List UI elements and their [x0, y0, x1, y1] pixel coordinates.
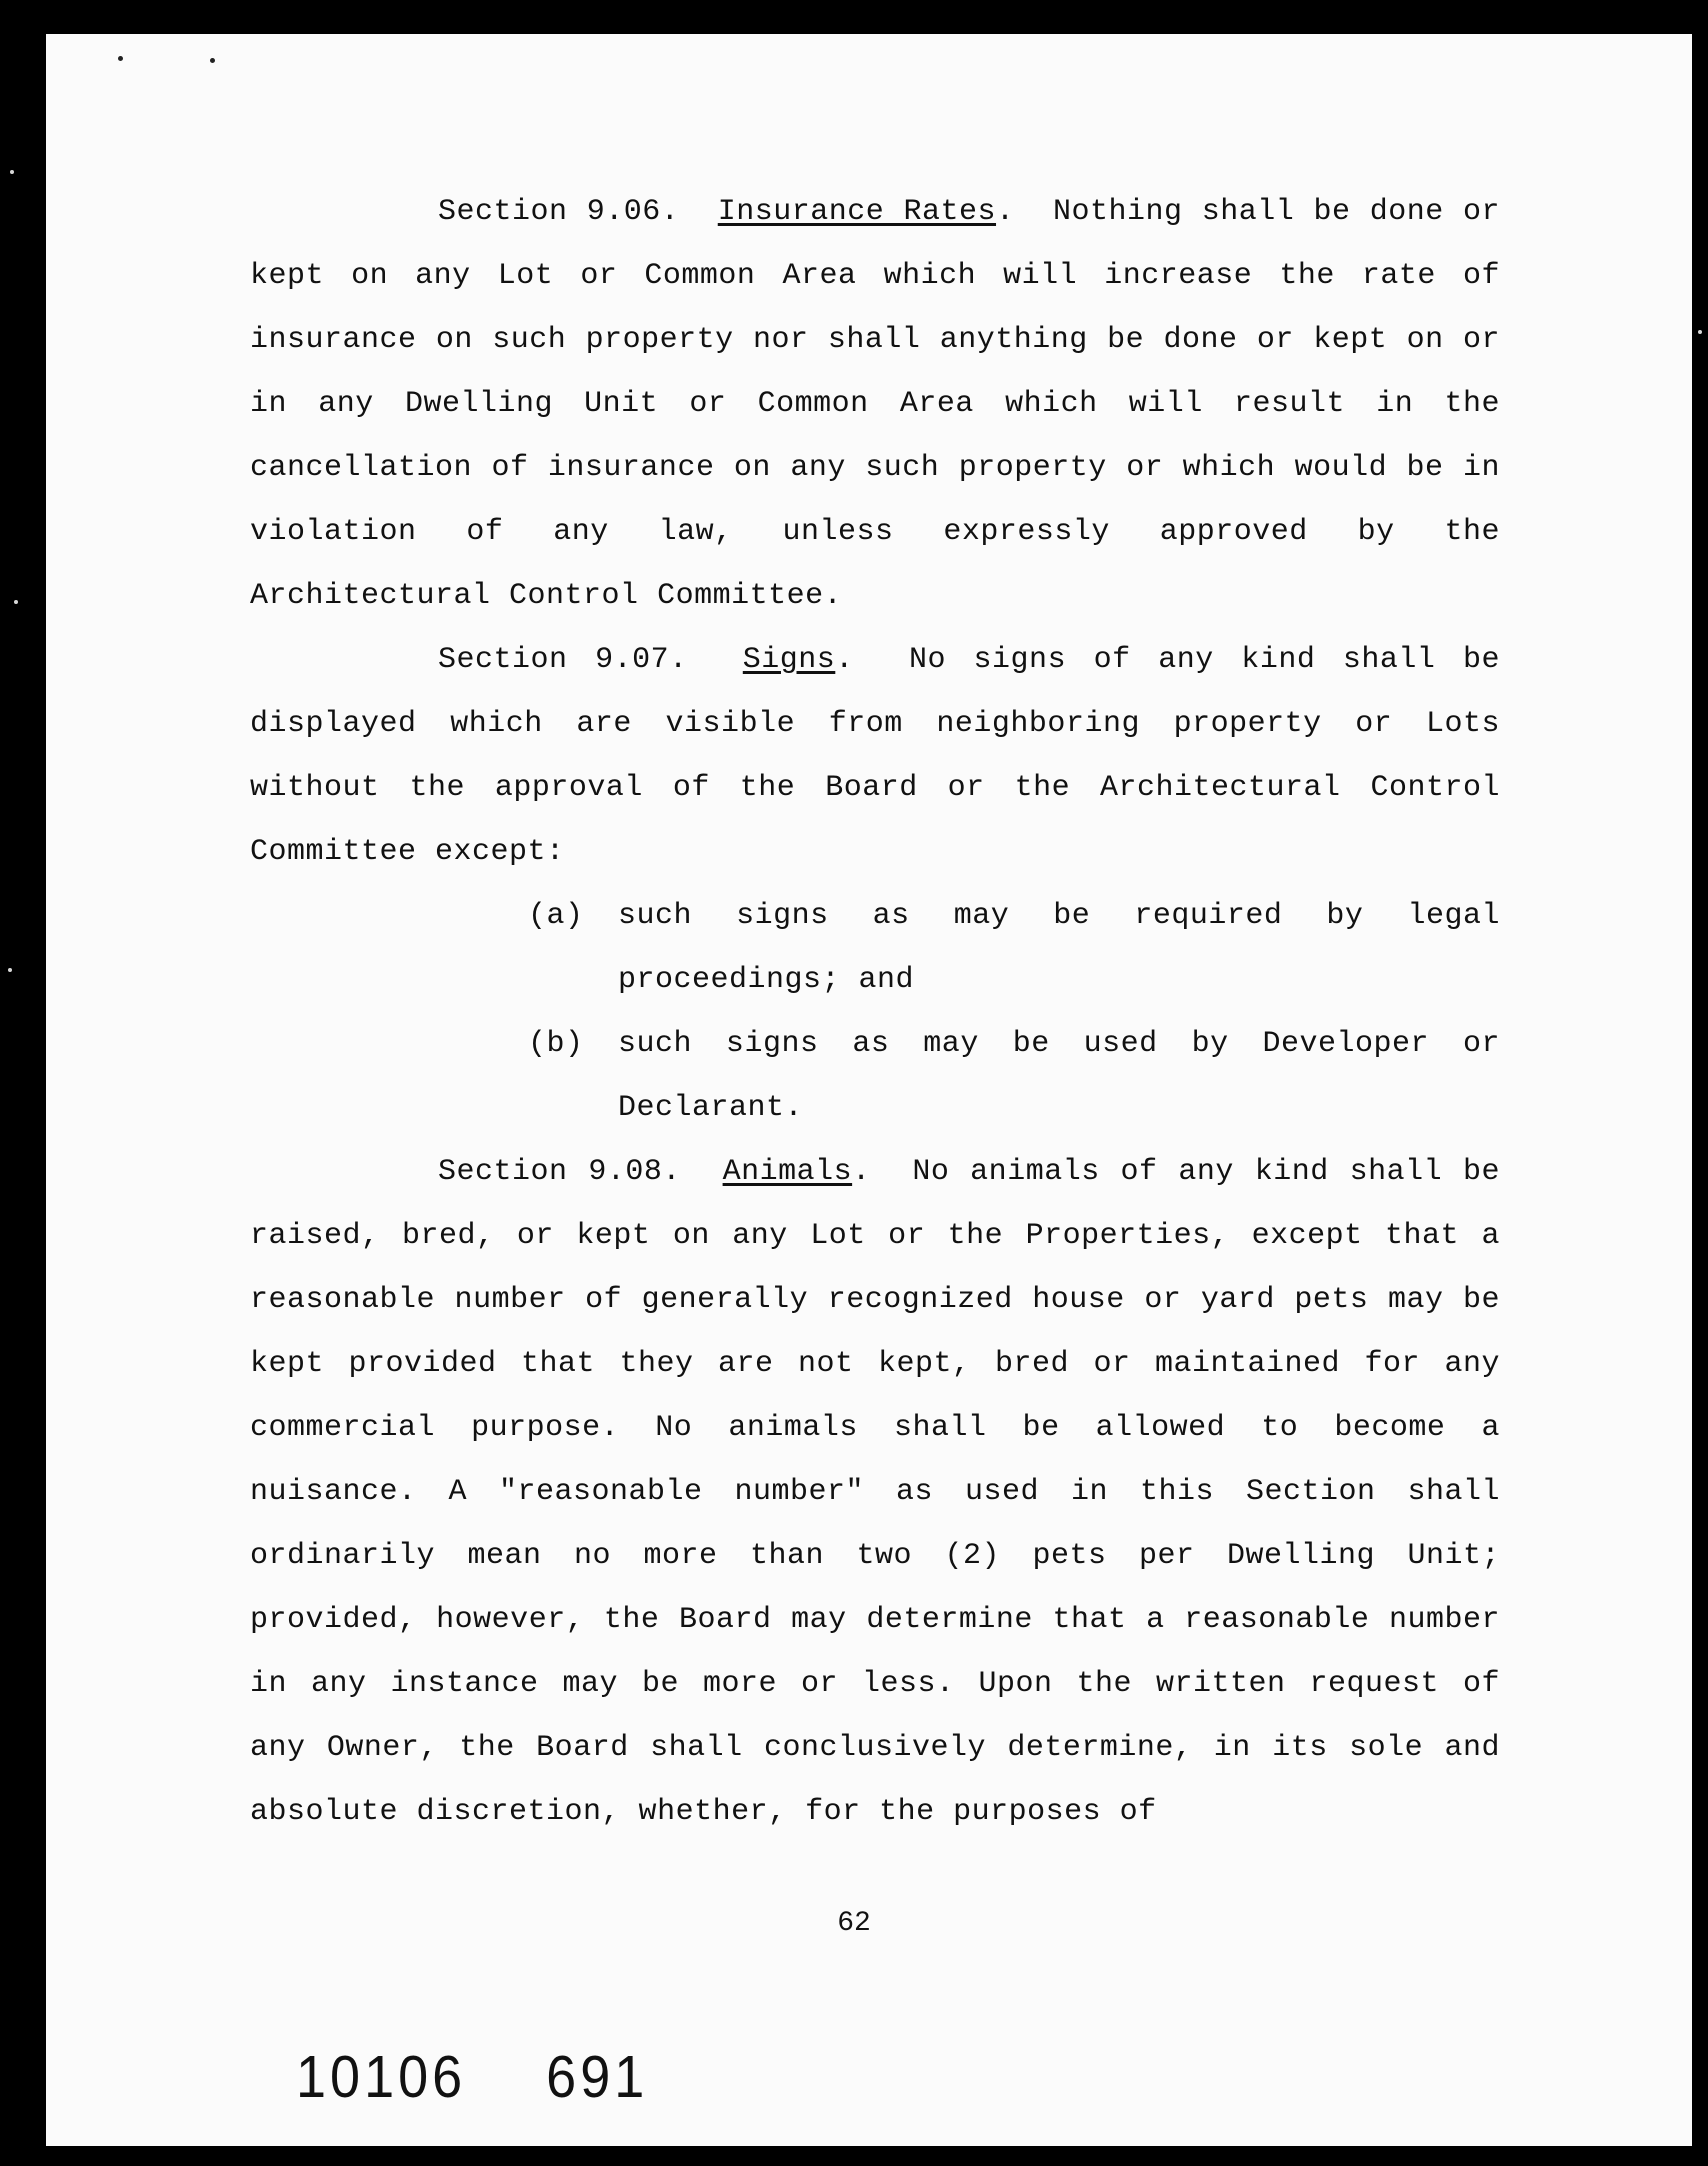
- scan-speck: [118, 56, 123, 61]
- list-item: [250, 884, 1500, 1012]
- scan-speck: [14, 600, 18, 604]
- section-number: Section 9.07.: [438, 643, 688, 677]
- section-body: Nothing shall be done or kept on any Lot or Common Area which will increase the rate of insurance on such property nor shall anything be done or kept on or in any Dwelling Unit or Common Area which will result in the cancellation of insurance on any such property or which would be in violation of any law, unless expressly approved by the Architectural Control Committee.: [250, 195, 1500, 613]
- section-title: Animals: [722, 1155, 853, 1189]
- stamp-left: 10106: [296, 2044, 467, 2110]
- section-9-06: Section 9.06. Insurance Rates. Nothing shall be done or kept on any Lot or Common Area which will increase the rate of insurance on such property nor shall anything be done or kept on or in any Dwelling Unit or Common Area which will result in the cancellation of insurance on any such property or which would be in violation of any law, unless expressly approved by the Architectural Control Committee.: [250, 195, 1500, 613]
- document-stamp-number: [296, 2043, 648, 2111]
- section-9-08: Section 9.08. Animals. No animals of any kind shall be raised, bred, or kept on any Lot or the Properties, except that a reasonable number of generally recognized house or yard pets may be kept provided that they are not kept, bred or maintained for any commercial purpose. No animals shall be allowed to become a nuisance. A "reasonable number" as used in this Section shall ordinarily mean no more than two (2) pets per Dwelling Unit; provided, however, the Board may determine that a reasonable number in any instance may be more or less. Upon the written request of any Owner, the Board shall conclusively determine, in its sole and absolute discretion, whether, for the purposes of: [250, 1155, 1500, 1829]
- scan-speck: [210, 58, 215, 63]
- list-item-label: (a): [528, 899, 584, 933]
- section-body: No animals of any kind shall be raised, bred, or kept on any Lot or the Properties, except that a reasonable number of generally recognized house or yard pets may be kept provided that they are not kept, bred or maintained for any commercial purpose. No animals shall be allowed to become a nuisance. A "reasonable number" as used in this Section shall ordinarily mean no more than two (2) pets per Dwelling Unit; provided, however, the Board may determine that a reasonable number in any instance may be more or less. Upon the written request of any Owner, the Board shall conclusively determine, in its sole and absolute discretion, whether, for the purposes of: [250, 1155, 1500, 1829]
- section-body: No signs of any kind shall be displayed which are visible from neighboring property or Lots without the approval of the Board or the Architectural Control Committee except:: [250, 643, 1500, 869]
- section-9-07: Section 9.07. Signs. No signs of any kind shall be displayed which are visible from neighboring property or Lots without the approval of the Board or the Architectural Control Committee except:: [250, 643, 1500, 869]
- page-number: 62: [837, 1908, 871, 1939]
- section-title: Insurance Rates: [717, 195, 997, 229]
- list-item-text: such signs as may be required by legal proceedings; and: [618, 899, 1500, 997]
- scan-speck: [10, 170, 14, 174]
- scan-speck: [1698, 330, 1702, 334]
- section-number: Section 9.08.: [438, 1155, 681, 1189]
- list-item-label: (b): [528, 1027, 584, 1061]
- list-item: [250, 1012, 1500, 1140]
- stamp-right: 691: [546, 2044, 649, 2110]
- scan-speck: [8, 968, 12, 972]
- list-item-text: such signs as may be used by Developer or Declarant.: [618, 1027, 1500, 1125]
- sign-exceptions-list: [250, 884, 1500, 1140]
- section-title: Signs: [742, 643, 836, 677]
- section-number: Section 9.06.: [438, 195, 680, 229]
- document-body: [250, 180, 1500, 1844]
